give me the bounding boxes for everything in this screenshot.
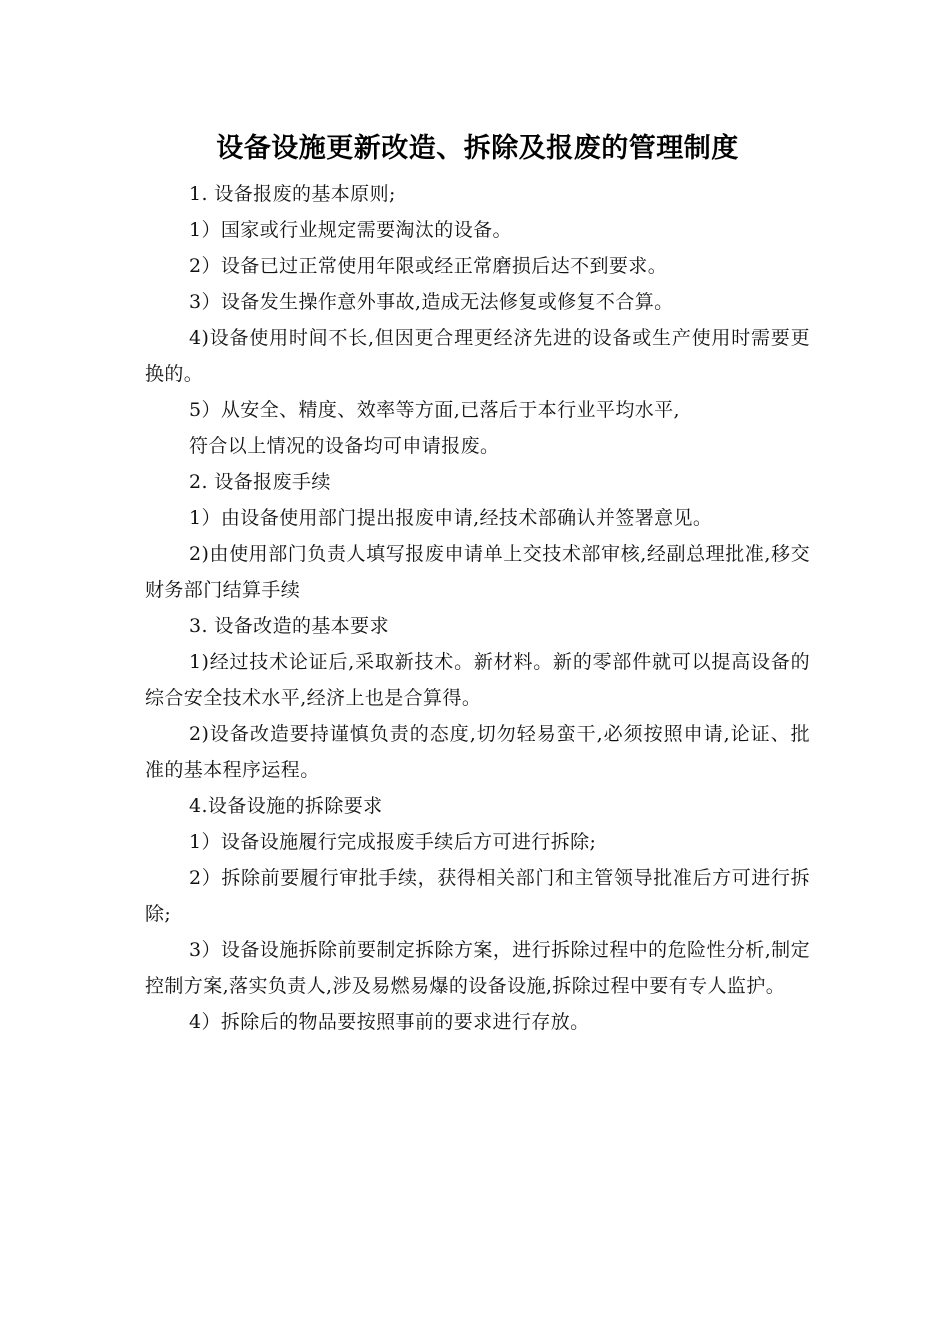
paragraph-procedure-heading: 2. 设备报废手续: [189, 471, 331, 493]
paragraph-renovation-2: 2)设备改造要持谨慎负责的态度,切勿轻易蛮干,必须按照申请,论证、批准的基本程序运程。: [145, 723, 810, 781]
paragraph-renovation-1: 1)经过技术论证后,采取新技术。新材料。新的零部件就可以提高设备的综合安全技术水平,经济上也是合算得。: [145, 651, 810, 709]
paragraph-procedure-2: 2)由使用部门负责人填写报废申请单上交技术部审核,经副总理批准,移交财务部门结算手续: [145, 543, 810, 601]
paragraph-principles-summary: 符合以上情况的设备均可申请报废。: [189, 435, 500, 457]
paragraph-principle-2: 2）设备已过正常使用年限或经正常磨损后达不到要求。: [189, 255, 668, 277]
paragraph-demolition-3: 3）设备设施拆除前要制定拆除方案，进行拆除过程中的危险性分析,制定控制方案,落实负责人,涉及易燃易爆的设备设施,拆除过程中要有专人监护。: [145, 939, 810, 997]
paragraph-demolition-heading: 4.设备设施的拆除要求: [189, 795, 383, 817]
document-title: 设备设施更新改造、拆除及报废的管理制度: [216, 133, 739, 164]
paragraph-demolition-4: 4）拆除后的物品要按照事前的要求进行存放。: [189, 1011, 590, 1033]
paragraph-demolition-1: 1）设备设施履行完成报废手续后方可进行拆除;: [189, 831, 597, 853]
paragraph-principle-5: 5）从安全、精度、效率等方面,已落后于本行业平均水平,: [189, 399, 680, 421]
paragraph-procedure-1: 1）由设备使用部门提出报废申请,经技术部确认并签署意见。: [189, 507, 713, 529]
document-page: [145, 126, 810, 1040]
paragraph-principle-1: 1）国家或行业规定需要淘汰的设备。: [189, 219, 512, 241]
paragraph-principle-4: 4)设备使用时间不长,但因更合理更经济先进的设备或生产使用时需要更换的。: [145, 327, 810, 385]
paragraph-demolition-2: 2）拆除前要履行审批手续，获得相关部门和主管领导批准后方可进行拆除;: [145, 867, 810, 925]
paragraph-renovation-heading: 3. 设备改造的基本要求: [189, 615, 389, 637]
paragraph-principle-3: 3）设备发生操作意外事故,造成无法修复或修复不合算。: [189, 291, 674, 313]
paragraph-principles-heading: 1. 设备报废的基本原则;: [189, 183, 396, 205]
